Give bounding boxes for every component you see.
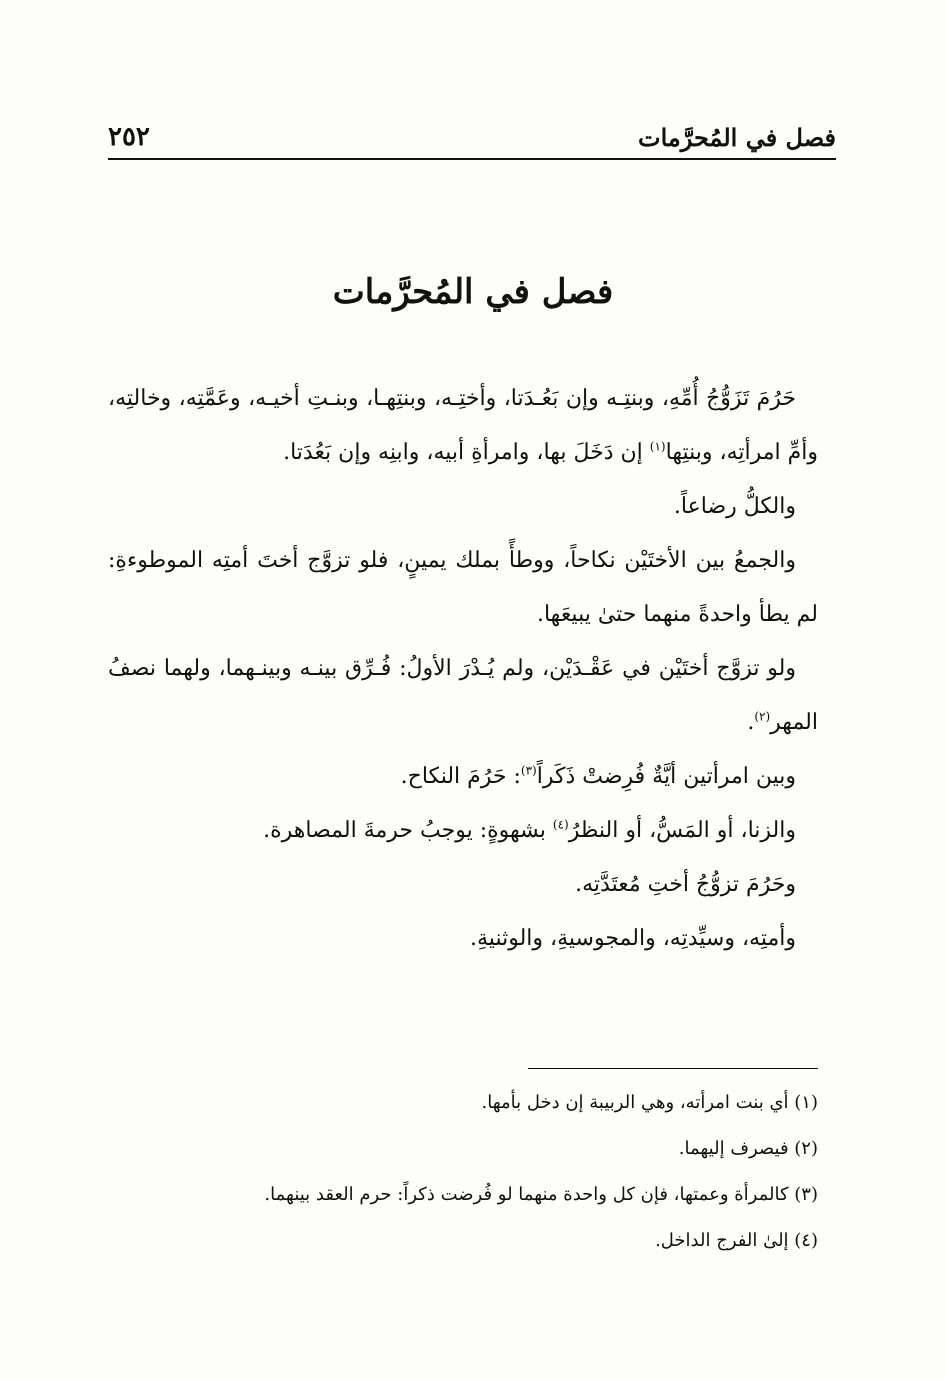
footnote: (٣) كالمرأة وعمتها، فإن كل واحدة منهما لو فُرضت ذكراً: حرم العقد بينهما.	[264, 1184, 818, 1205]
page-number: ٢٥٢	[108, 122, 150, 152]
footnote-ref: (٤)	[552, 817, 569, 832]
paragraph: والجمعُ بين الأختَيْن نكاحاً، ووطأً بملك يمينٍ، فلو تزوَّج أختَ أمتِه الموطوءةِ: لم يطأ واحدةً منهما حتىٰ يبيعَها.	[108, 548, 818, 627]
running-title: فصل في المُحرَّمات	[638, 123, 836, 152]
footnote: (٢) فيصرف إليهما.	[678, 1138, 818, 1159]
footnotes	[108, 1080, 818, 1264]
paragraph: والكلُّ رضاعاً.	[673, 494, 796, 519]
footnote: (١) أي بنت امرأته، وهي الربيبة إن دخل بأمها.	[481, 1092, 818, 1113]
paragraph: ولو تزوَّج أختَيْن في عَقْـدَيْن، ولم يُـدْرَ الأولُ: فُـرِّق بينـه وبينـهما، ولهما نصفُ المهر$^{(٢)}$.	[108, 656, 818, 735]
footnote: (٤) إلىٰ الفرج الداخل.	[655, 1230, 818, 1251]
running-header	[108, 112, 836, 160]
footnote-divider	[528, 1068, 818, 1069]
paragraph: وأمتِه، وسيِّدتِه، والمجوسيةِ، والوثنيةِ.	[470, 926, 796, 951]
footnote-ref: (٢)	[754, 709, 771, 724]
body-text	[108, 372, 818, 966]
paragraph: حَرُمَ تَزَوُّجُ أُمِّهِ، وبنتِـه وإن بَعُـدَتا، وأختِـه، وبنتِهـا، وبنـتِ أخيـه، وعَمَّتِه، وخالتِه، وأمِّ امرأتِه، وبنتِها$^{(١)}$ إن دَخَلَ بها، وامرأةِ أبيه، وابنِه وإن بَعُدَتا.	[108, 386, 818, 465]
paragraph: والزنا، أو المَسُّ، أو النظرُ$^{(٤)}$ بشهوةٍ: يوجبُ حرمةَ المصاهرة.	[263, 817, 796, 843]
paragraph: وبين امرأتين أيَّةٌ فُرِضتْ ذَكَراً$^{(٣)}$: حَرُمَ النكاح.	[400, 763, 796, 789]
footnote-ref: (٣)	[520, 763, 537, 778]
paragraph: وحَرُمَ تزوُّجُ أختِ مُعتَدَّتِه.	[575, 872, 796, 897]
footnote-ref: (١)	[649, 439, 666, 454]
chapter-title: فصل في المُحرَّمات	[332, 272, 614, 312]
